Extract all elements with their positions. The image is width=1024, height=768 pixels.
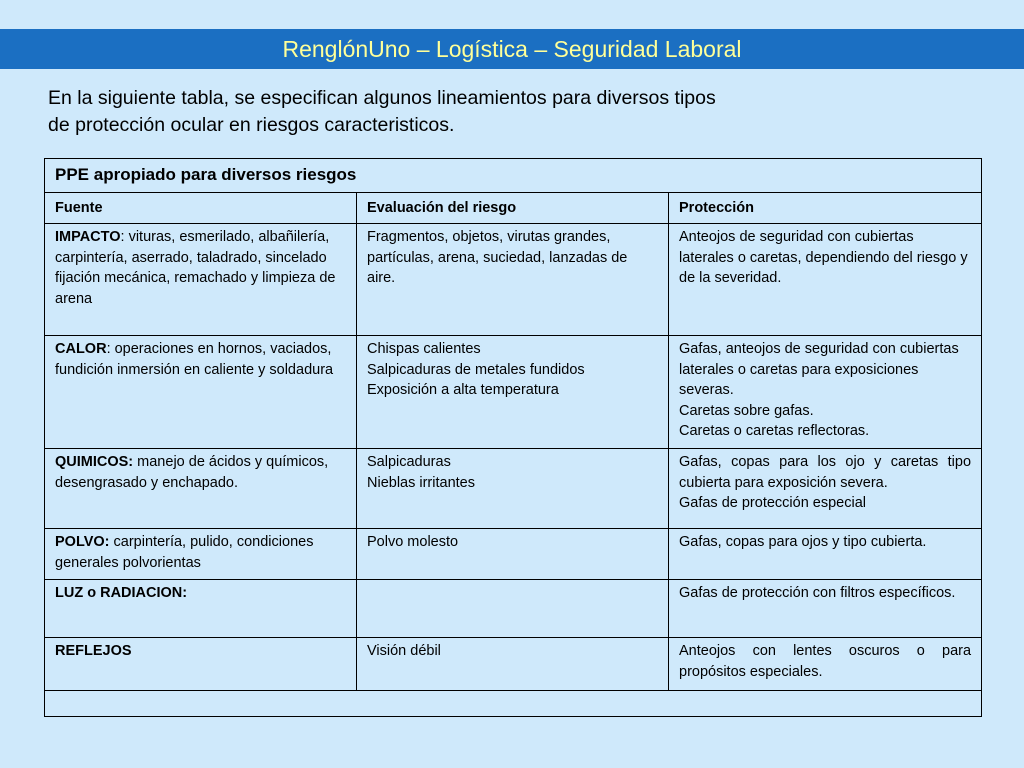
source-cell [45, 580, 357, 638]
source-cell [45, 336, 357, 449]
protection-line: Gafas de protección con filtros específicos. [679, 585, 956, 601]
source-keyword: CALOR [55, 341, 107, 357]
risk-cell [357, 529, 669, 580]
source-keyword: POLVO: [55, 534, 110, 550]
protection-line: Gafas, copas para ojos y tipo cubierta. [679, 534, 927, 550]
protection-line: Gafas, anteojos de seguridad con cubiertas laterales o caretas para exposiciones severas. [679, 341, 959, 398]
source-cell [45, 638, 357, 691]
table-row [45, 529, 982, 580]
protection-cell [669, 449, 982, 529]
source-text: : operaciones en hornos, vaciados, fundición inmersión en caliente y soldadura [55, 341, 334, 378]
source-keyword: REFLEJOS [55, 643, 132, 659]
column-header-risk: Evaluación del riesgo [357, 193, 669, 224]
source-text: carpintería, pulido, condiciones generales polvorientas [55, 534, 314, 571]
source-cell [45, 449, 357, 529]
risk-line: Salpicaduras [367, 454, 451, 470]
source-cell [45, 224, 357, 336]
risk-line: Salpicaduras de metales fundidos [367, 361, 585, 378]
protection-line: Gafas, copas para los ojo y caretas tipo cubierta para exposición severa. [679, 454, 972, 491]
protection-line: Anteojos de seguridad con cubiertas laterales o caretas, dependiendo del riesgo y de la severidad. [679, 229, 968, 286]
protection-cell [669, 224, 982, 336]
table-row [45, 449, 982, 529]
intro-line-1: En la siguiente tabla, se especifican algunos lineamientos para diversos tipos [48, 87, 716, 109]
risk-cell [357, 449, 669, 529]
table-row-empty [45, 691, 982, 717]
source-keyword: IMPACTO [55, 229, 121, 245]
risk-line: Exposición a alta temperatura [367, 382, 559, 398]
protection-cell [669, 638, 982, 691]
ppe-table [44, 158, 982, 717]
slide-title-bar [0, 29, 1024, 69]
protection-cell [669, 580, 982, 638]
risk-line: Chispas calientes [367, 341, 481, 357]
source-text: : vituras, esmerilado, albañilería, carpintería, aserrado, taladrado, sincelado fijación mecánica, remachado y limpieza de arena [55, 229, 336, 307]
protection-line: Caretas sobre gafas. [679, 402, 814, 419]
column-header-protection: Protección [669, 193, 982, 224]
risk-line: Visión débil [367, 643, 441, 659]
risk-cell [357, 580, 669, 638]
slide-title: RenglónUno – Logística – Seguridad Laboral [282, 35, 742, 62]
table-row [45, 336, 982, 449]
source-keyword: LUZ o RADIACION: [55, 585, 188, 601]
risk-cell [357, 638, 669, 691]
risk-cell [357, 224, 669, 336]
table-row [45, 224, 982, 336]
table-row [45, 580, 982, 638]
table-caption: PPE apropiado para diversos riesgos [45, 159, 982, 193]
protection-line: Anteojos con lentes oscuros o para propósitos especiales. [679, 643, 972, 680]
intro-line-2: de protección ocular en riesgos caracteristicos. [48, 114, 455, 136]
risk-cell [357, 336, 669, 449]
source-text: manejo de ácidos y químicos, desengrasado y enchapado. [55, 454, 329, 491]
source-keyword: QUIMICOS: [55, 454, 134, 470]
protection-line: Caretas o caretas reflectoras. [679, 423, 870, 439]
protection-cell [669, 529, 982, 580]
risk-line: Fragmentos, objetos, virutas grandes, partículas, arena, suciedad, lanzadas de aire. [367, 229, 628, 286]
column-header-source: Fuente [45, 193, 357, 224]
risk-line: Polvo molesto [367, 534, 459, 550]
table-row [45, 638, 982, 691]
intro-paragraph [48, 85, 848, 139]
protection-line: Gafas de protección especial [679, 495, 866, 511]
protection-cell [669, 336, 982, 449]
table-caption-row [45, 159, 982, 193]
empty-cell [45, 691, 982, 717]
table-header-row [45, 193, 982, 224]
risk-line: Nieblas irritantes [367, 474, 475, 491]
source-cell [45, 529, 357, 580]
